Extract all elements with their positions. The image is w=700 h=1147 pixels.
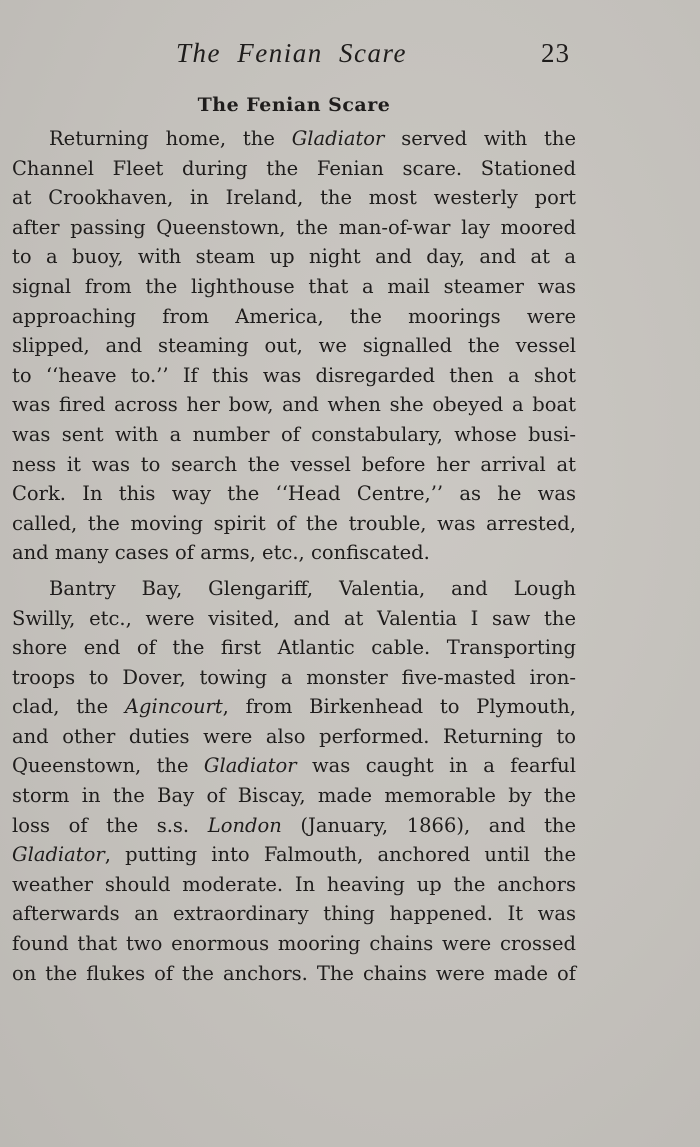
text-line: Gladiator, putting into Falmouth, anchored until the [12, 843, 576, 867]
text-line: approaching from America, the moorings were [12, 304, 576, 328]
body-text [12, 124, 576, 988]
text-line: afterwards an extraordinary thing happened. It was [12, 902, 576, 926]
text-line: Returning home, the Gladiator served with the [49, 127, 576, 150]
paragraph [12, 124, 576, 568]
text-line: called, the moving spirit of the trouble, was arrested, [12, 511, 576, 535]
text-line: found that two enormous mooring chains were crossed [12, 932, 576, 956]
text-line: signal from the lighthouse that a mail steamer was [12, 274, 576, 298]
text-line: and many cases of arms, etc., confiscated. [12, 541, 430, 565]
text-line: to a buoy, with steam up night and day, and at a [12, 245, 576, 269]
text-line: Bantry Bay, Glengariff, Valentia, and Lough [49, 576, 576, 600]
text-line: Channel Fleet during the Fenian scare. Stationed [12, 156, 576, 180]
paragraph [12, 574, 576, 988]
text-line: was sent with a number of constabulary, whose busi- [12, 422, 576, 446]
text-line: Queenstown, the Gladiator was caught in a fearful [12, 754, 576, 778]
text-line: clad, the Agincourt, from Birkenhead to Plymouth, [12, 695, 577, 719]
running-title: The Fenian Scare [176, 38, 407, 68]
text-line: weather should moderate. In heaving up the anchors [12, 872, 576, 896]
text-line: ness it was to search the vessel before her arrival at [12, 452, 576, 476]
page-number: 23 [541, 38, 570, 68]
text-line: shore end of the first Atlantic cable. Transporting [12, 636, 576, 660]
text-line: Cork. In this way the ‘‘Head Centre,’’ as he was [12, 482, 576, 506]
text-line: after passing Queenstown, the man-of-war lay moored [12, 215, 576, 239]
text-line: loss of the s.s. London (January, 1866), and the [12, 813, 576, 837]
text-line: was fired across her bow, and when she obeyed a boat [12, 393, 576, 417]
text-line: to ‘‘heave to.’’ If this was disregarded then a shot [12, 363, 576, 387]
text-line: troops to Dover, towing a monster five-masted iron- [12, 665, 576, 689]
text-line: storm in the Bay of Biscay, made memorable by the [12, 784, 576, 808]
section-heading: The Fenian Scare [197, 94, 391, 116]
text-line: at Crookhaven, in Ireland, the most westerly port [12, 186, 576, 210]
text-line: Swilly, etc., were visited, and at Valentia I saw the [12, 606, 576, 630]
text-line: slipped, and steaming out, we signalled the vessel [12, 334, 576, 358]
text-line: and other duties were also performed. Returning to [12, 724, 576, 748]
running-head [0, 38, 700, 78]
text-line: on the flukes of the anchors. The chains were made of [12, 961, 576, 985]
